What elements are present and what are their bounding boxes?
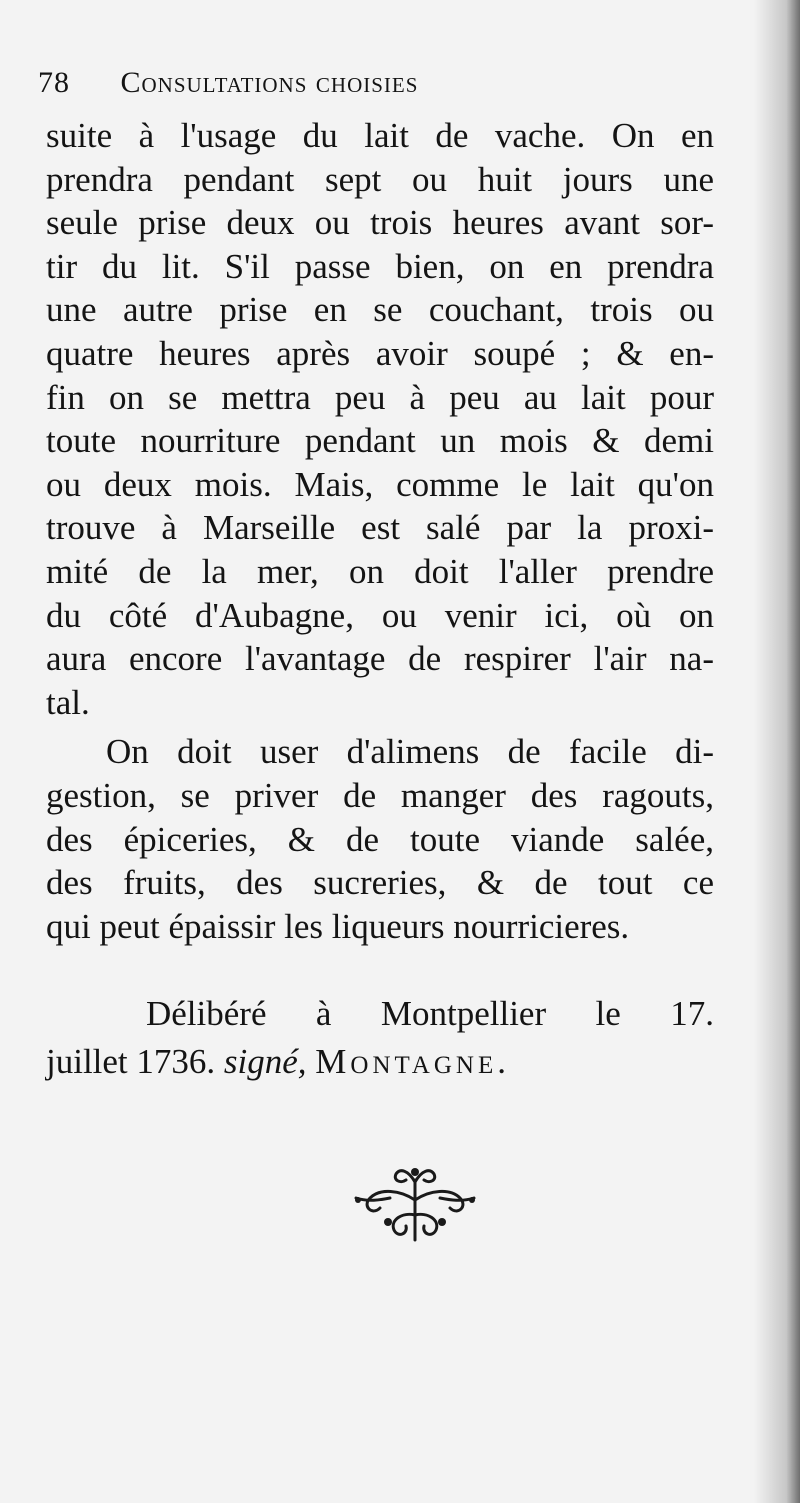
text-line: tal. xyxy=(46,682,90,722)
text-line: seule prise deux ou trois heures avant sor- xyxy=(46,203,714,243)
text-line: prendra pendant sept ou huit jours une xyxy=(46,159,714,199)
text-line: toute nourriture pendant un mois & demi xyxy=(46,421,714,461)
text-line: ou deux mois. Mais, comme le lait qu'on xyxy=(46,464,714,504)
page-number: 78 xyxy=(38,66,70,99)
text-line: trouve à Marseille est salé par la proxi- xyxy=(46,508,714,548)
text-line: quatre heures après avoir soupé ; & en- xyxy=(46,333,714,373)
running-title: Consultations choisies xyxy=(120,66,419,99)
date-text: juillet 1736. xyxy=(46,1042,216,1081)
text-line: qui peut épaissir les liqueurs nourricieres. xyxy=(46,906,630,946)
deliberation-line: Délibéré à Montpellier le 17. xyxy=(146,994,714,1033)
text-line: du côté d'Aubagne, ou venir ici, où on xyxy=(46,595,714,635)
text-line: tir du lit. S'il passe bien, on en prendra xyxy=(46,246,714,286)
closing-signature-block xyxy=(46,990,714,1086)
signe-text: signé, xyxy=(223,1042,307,1081)
body-text xyxy=(46,114,714,948)
fleuron-ornament-icon xyxy=(350,1160,480,1250)
text-line: aura encore l'avantage de respirer l'air na- xyxy=(46,639,714,679)
paragraph-1 xyxy=(46,114,714,724)
page-edge-shadow xyxy=(754,0,800,1503)
date-signature-line xyxy=(46,1038,714,1086)
page-header xyxy=(38,66,598,100)
text-line: mité de la mer, on doit l'aller prendre xyxy=(46,551,714,591)
text-line: gestion, se priver de manger des ragouts, xyxy=(46,775,714,815)
text-line: fin on se mettra peu à peu au lait pour xyxy=(46,377,714,417)
text-line: des fruits, des sucreries, & de tout ce xyxy=(46,863,714,903)
text-line: On doit user d'alimens de facile di- xyxy=(106,732,714,772)
text-line: une autre prise en se couchant, trois ou xyxy=(46,290,714,330)
paragraph-2 xyxy=(46,730,714,948)
text-line: des épiceries, & de toute viande salée, xyxy=(46,819,714,859)
signer-name: Montagne. xyxy=(315,1042,510,1081)
text-line: suite à l'usage du lait de vache. On en xyxy=(46,116,714,155)
